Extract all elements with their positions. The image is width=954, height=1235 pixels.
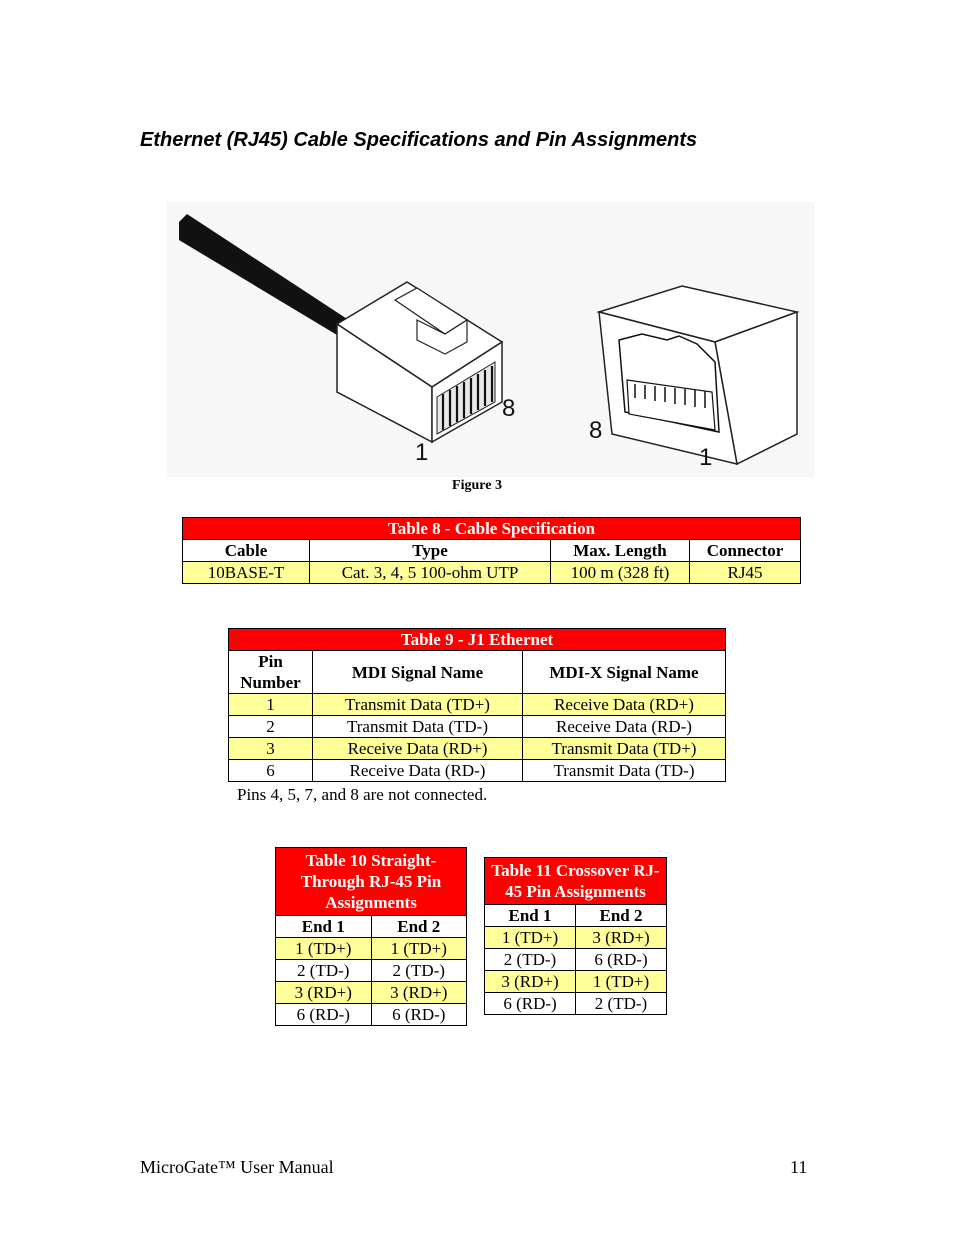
table-cell: Transmit Data (TD-) — [313, 716, 523, 738]
table-row — [276, 938, 467, 960]
table-title: Table 10 Straight-Through RJ-45 Pin Assignments — [276, 848, 467, 916]
table-cell: 6 (RD-) — [576, 949, 667, 971]
table-cell: 10BASE-T — [183, 562, 310, 584]
table-row — [276, 982, 467, 1004]
table-title: Table 8 - Cable Specification — [183, 518, 801, 540]
table-cell: 1 (TD+) — [371, 938, 467, 960]
column-header: MDI-X Signal Name — [523, 651, 726, 694]
cable-specification-table — [182, 517, 801, 584]
table-cell: 3 (RD+) — [276, 982, 372, 1004]
crossover-table — [484, 857, 667, 1015]
table-note: Pins 4, 5, 7, and 8 are not connected. — [237, 785, 488, 804]
j1-ethernet-table — [228, 628, 726, 782]
table-cell: Transmit Data (TD+) — [523, 738, 726, 760]
column-header: Pin Number — [229, 651, 313, 694]
table-cell: 6 (RD-) — [485, 993, 576, 1015]
rj45-connector-figure — [167, 202, 815, 477]
plug-pin-1-label: 1 — [415, 439, 429, 466]
table-cell: 6 — [229, 760, 313, 782]
table-row — [276, 1004, 467, 1026]
section-heading: Ethernet (RJ45) Cable Specifications and Pin Assignments — [140, 129, 698, 151]
table-cell: 6 (RD-) — [276, 1004, 372, 1026]
table-row — [485, 949, 667, 971]
table-cell: Receive Data (RD-) — [523, 716, 726, 738]
table-cell: 2 (TD-) — [485, 949, 576, 971]
table-cell: Cat. 3, 4, 5 100-ohm UTP — [310, 562, 551, 584]
table-cell: 100 m (328 ft) — [551, 562, 690, 584]
table-title: Table 9 - J1 Ethernet — [229, 629, 726, 651]
table-cell: Receive Data (RD+) — [313, 738, 523, 760]
plug-pin-8-label: 8 — [502, 395, 516, 422]
table-cell: 6 (RD-) — [371, 1004, 467, 1026]
page-number: 11 — [790, 1157, 808, 1177]
column-header: End 2 — [371, 916, 467, 938]
table-row — [183, 562, 801, 584]
table-cell: 1 (TD+) — [485, 927, 576, 949]
table-row — [229, 738, 726, 760]
table-row — [229, 760, 726, 782]
table-cell: Transmit Data (TD+) — [313, 694, 523, 716]
table-row — [276, 960, 467, 982]
table-cell: 1 (TD+) — [276, 938, 372, 960]
footer-manual-title: MicroGate™ User Manual — [140, 1157, 334, 1177]
table-cell: 2 (TD-) — [576, 993, 667, 1015]
table-cell: Receive Data (RD+) — [523, 694, 726, 716]
table-cell: RJ45 — [690, 562, 801, 584]
table-row — [229, 694, 726, 716]
column-header: Connector — [690, 540, 801, 562]
table-cell: Receive Data (RD-) — [313, 760, 523, 782]
table-cell: 2 (TD-) — [371, 960, 467, 982]
rj45-jack-illustration — [599, 286, 797, 464]
jack-pin-8-label: 8 — [589, 417, 603, 444]
table-row — [485, 927, 667, 949]
column-header: Cable — [183, 540, 310, 562]
column-header: End 1 — [276, 916, 372, 938]
figure-caption: Figure 3 — [452, 478, 502, 493]
jack-pin-1-label: 1 — [699, 444, 713, 471]
column-header: Max. Length — [551, 540, 690, 562]
table-cell: 2 — [229, 716, 313, 738]
table-cell: 2 (TD-) — [276, 960, 372, 982]
table-cell: 1 (TD+) — [576, 971, 667, 993]
table-cell: 3 — [229, 738, 313, 760]
table-row — [485, 993, 667, 1015]
table-cell: Transmit Data (TD-) — [523, 760, 726, 782]
column-header: End 1 — [485, 905, 576, 927]
table-row — [229, 716, 726, 738]
straight-through-table — [275, 847, 467, 1026]
table-cell: 1 — [229, 694, 313, 716]
table-cell: 3 (RD+) — [485, 971, 576, 993]
column-header: Type — [310, 540, 551, 562]
table-cell: 3 (RD+) — [576, 927, 667, 949]
column-header: MDI Signal Name — [313, 651, 523, 694]
column-header: End 2 — [576, 905, 667, 927]
table-row — [485, 971, 667, 993]
table-cell: 3 (RD+) — [371, 982, 467, 1004]
table-title: Table 11 Crossover RJ-45 Pin Assignments — [485, 858, 667, 905]
